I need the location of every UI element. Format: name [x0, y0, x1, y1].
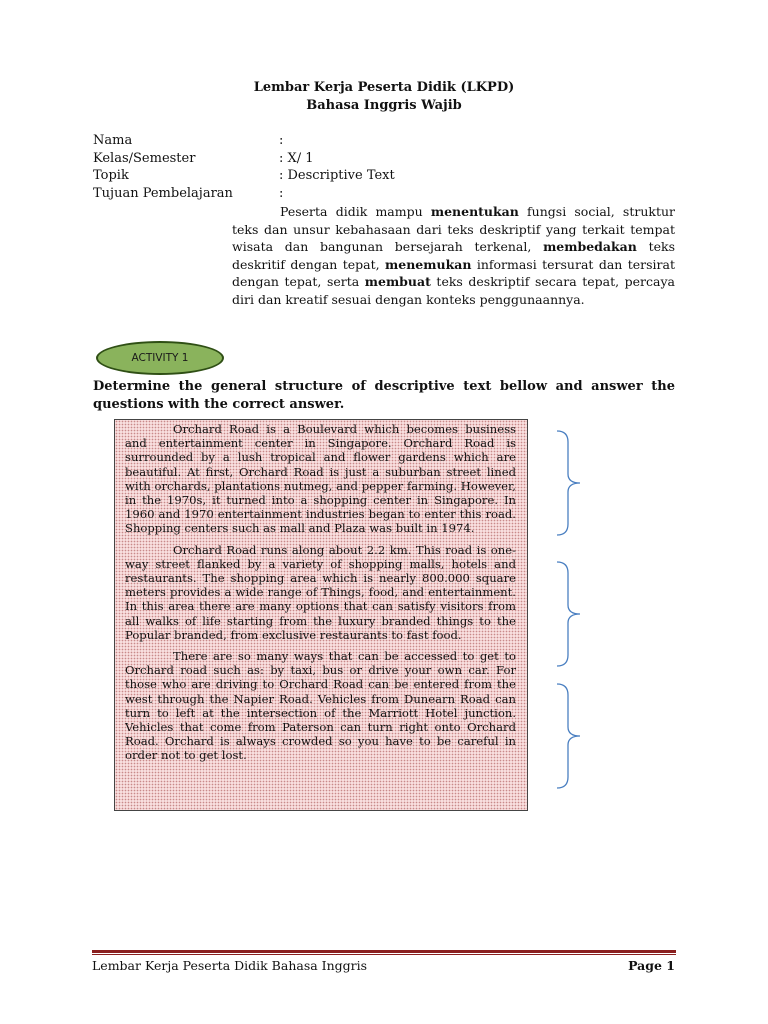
- goal-text: Peserta didik mampu: [280, 204, 431, 219]
- goal-keyword: membedakan: [543, 239, 637, 255]
- identity-value: : Descriptive Text: [279, 168, 395, 183]
- reading-text-box: [114, 419, 528, 811]
- goal-text: teks deskritif dengan tepat,: [232, 239, 676, 272]
- identity-value: :: [279, 186, 284, 201]
- identity-label: Tujuan Pembelajaran: [93, 186, 233, 201]
- structure-brace-3: [556, 683, 582, 789]
- goal-keyword: menemukan: [385, 256, 472, 272]
- activity-instruction: Determine the general structure of descriptive text bellow and answer the questions with the correct answer.: [93, 379, 675, 412]
- structure-brace-2: [556, 561, 582, 667]
- reading-paragraph-2: Orchard Road runs along about 2.2 km. This road is one-way street flanked by a variety of shopping malls, hotels and restaurants. The shopping area which is nearly 800.000 square meters provides a wide range of Things, food, and entertainment. In this area there are many options that can satisfy visitors from all walks of life starting from the luxury branded things to the Popular branded, from exclusive restaurants to fast food.: [125, 542, 516, 642]
- footer-title: Lembar Kerja Peserta Didik Bahasa Inggris: [92, 958, 368, 973]
- activity-badge: ACTIVITY 1: [96, 341, 224, 375]
- identity-label: Kelas/Semester: [93, 151, 196, 166]
- document-subtitle: Bahasa Inggris Wajib: [306, 98, 462, 113]
- goal-text: teks deskriptif secara tepat, percaya diri dan kreatif sesuai dengan konteks penggunaannya.: [232, 274, 675, 307]
- page-number: Page 1: [628, 958, 675, 973]
- reading-paragraph-3: There are so many ways that can be accessed to get to Orchard road such as: by taxi, bus or drive your own car. For those who are driving to Orchard Road can be entered from the west through the Napier Road. Vehicles from Dunearn Road can turn to left at the intersection of the Marriott Hotel junction. Vehicles that come from Paterson can turn right onto Orchard Road. Orchard is always crowded so you have to be careful in order not to get lost.: [125, 649, 516, 763]
- document-title: Lembar Kerja Peserta Didik (LKPD): [253, 80, 515, 95]
- learning-goal-text: [232, 203, 675, 309]
- goal-keyword: membuat: [364, 274, 431, 290]
- goal-text: fungsi social, struktur teks dan unsur kebahasaan dari teks deskriptif yang terkait tempat wisata dan bangunan bersejarah terkenal,: [232, 204, 676, 255]
- identity-label: Nama: [93, 133, 133, 148]
- identity-label: Topik: [93, 168, 129, 183]
- identity-value: :: [279, 133, 284, 148]
- reading-paragraph-1: Orchard Road is a Boulevard which becomes business and entertainment center in Singapore. Orchard Road is surrounded by a lush tropical and flower gardens which are beautiful. At first, Orchard Road is just a suburban street lined with orchards, plantations nutmeg, and pepper farming. However, in the 1970s, it turned into a shopping center in Singapore. In 1960 and 1970 entertainment industries began to enter this road. Shopping centers such as mall and Plaza was built in 1974.: [125, 422, 516, 536]
- footer-rule-thin: [92, 954, 676, 955]
- footer-rule: [92, 950, 676, 953]
- goal-text: informasi tersurat dan tersirat dengan tepat, serta: [232, 256, 675, 290]
- structure-brace-1: [556, 430, 582, 536]
- goal-keyword: menentukan: [430, 204, 519, 219]
- identity-value: : X/ 1: [279, 151, 314, 166]
